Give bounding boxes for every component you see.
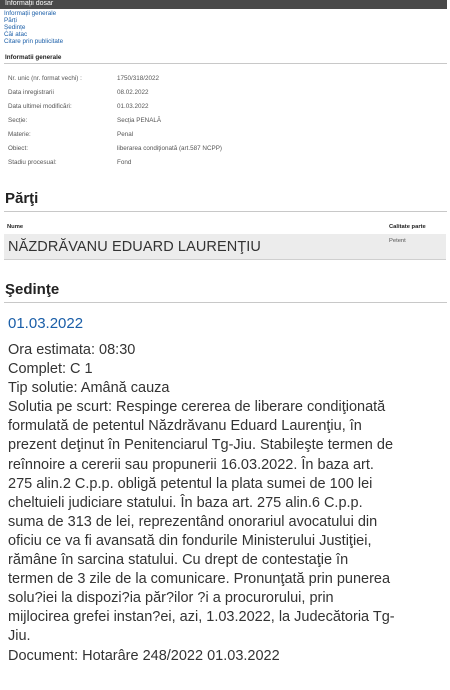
solution-text-line: Solutia pe scurt: Respinge cererea de liberare condiţionată bbox=[8, 399, 386, 416]
solution-text-line: rămâne în sarcina statului. Cu drept de contestaţie în bbox=[8, 552, 349, 569]
info-row-obiect bbox=[0, 145, 447, 157]
solution-text-line: formulată de petentul Năzdrăvanu Eduard Laurenţiu, în bbox=[8, 418, 362, 435]
nav-link-general[interactable]: Informații generale bbox=[4, 10, 57, 17]
solution-text-line: prezent deţinut în Penitenciarul Tg-Jiu. Stabileşte termen de bbox=[8, 437, 394, 454]
nav-link-citare[interactable]: Citare prin publicitate bbox=[4, 37, 64, 45]
info-row-stadiu bbox=[0, 159, 447, 171]
column-header-calitate: Calitate parte bbox=[389, 224, 426, 230]
divider bbox=[4, 302, 447, 303]
info-value: Penal bbox=[117, 131, 134, 138]
info-value: 1750/318/2022 bbox=[117, 75, 160, 82]
hearing-document: Document: Hotarâre 248/2022 01.03.2022 bbox=[8, 647, 280, 664]
header-bar bbox=[0, 0, 447, 9]
info-row-nr-unic bbox=[0, 75, 447, 87]
info-label: Data ultimei modificări: bbox=[8, 103, 72, 110]
info-value: Secția PENALĂ bbox=[117, 117, 162, 124]
info-row-data-modificari bbox=[0, 103, 447, 115]
party-name: NĂZDRĂVANU EDUARD LAURENŢIU bbox=[8, 239, 261, 255]
party-role: Petent bbox=[389, 238, 406, 244]
divider bbox=[4, 63, 447, 64]
nav-link-parti[interactable]: Părți bbox=[4, 16, 17, 24]
info-label: Materie: bbox=[8, 131, 31, 138]
info-value: 01.03.2022 bbox=[117, 103, 149, 110]
table-row bbox=[4, 234, 446, 260]
general-info-title: Informatii generale bbox=[5, 54, 62, 61]
info-row-sectie bbox=[0, 117, 447, 129]
hearing-date: 01.03.2022 bbox=[8, 315, 84, 332]
solution-text-line: suma de 313 de lei, reprezentând onorariul avocatului din bbox=[8, 513, 378, 530]
info-label: Data inregistrarii bbox=[8, 89, 54, 96]
hearing-panel: Complet: C 1 bbox=[8, 361, 93, 378]
info-label: Nr. unic (nr. format vechi) : bbox=[8, 75, 82, 82]
info-value: liberarea condiţionată (art.587 NCPP) bbox=[117, 145, 223, 152]
info-label: Obiect: bbox=[8, 145, 28, 152]
parti-title: Părţi bbox=[5, 190, 39, 207]
solution-text-line: termen de 3 zile de la comunicare. Pronunţată prin punerea bbox=[8, 571, 391, 588]
header-title: Informații dosar bbox=[5, 0, 54, 7]
hearing-time: Ora estimata: 08:30 bbox=[8, 342, 136, 358]
solution-text-line: mijlocirea grefei instan?ei, azi, 1.03.2022, la Judecătoria Tg- bbox=[8, 609, 395, 626]
info-value: 08.02.2022 bbox=[117, 89, 149, 96]
solution-text-line: oficiu ce va fi avansată din fondurile Ministerului Justiţiei, bbox=[8, 532, 372, 549]
hearing-solution-type: Tip solutie: Amână cauza bbox=[8, 380, 170, 397]
nav-link-sedinte[interactable]: Ședințe bbox=[4, 23, 26, 31]
divider bbox=[4, 211, 447, 212]
solution-text-line: cheltuieli judiciare statului. În baza art. 275 alin.6 C.p.p. bbox=[8, 494, 363, 511]
nav-link-cai-atac[interactable]: Căi atac bbox=[4, 30, 28, 38]
info-value: Fond bbox=[117, 159, 132, 166]
section-nav bbox=[4, 11, 63, 46]
sedinte-title: Şedinţe bbox=[5, 281, 60, 298]
info-row-materie bbox=[0, 131, 447, 143]
info-row-data-inregistrarii bbox=[0, 89, 447, 101]
column-header-nume: Nume bbox=[7, 224, 24, 230]
solution-text-line: Jiu. bbox=[8, 628, 31, 645]
solution-text-line: solu?iei la dispozi?ia păr?ilor ?i a procurorului, prin bbox=[8, 590, 334, 607]
solution-text-line: reînnoire a cererii sau propunerii 16.03.2022. În baza art. bbox=[8, 456, 374, 473]
info-label: Stadiu procesual: bbox=[8, 159, 57, 166]
hearing-details bbox=[8, 341, 442, 666]
info-label: Secție: bbox=[8, 117, 28, 124]
solution-text-line: 275 alin.2 C.p.p. obligă petentul la plata sumei de 100 lei bbox=[8, 475, 373, 492]
